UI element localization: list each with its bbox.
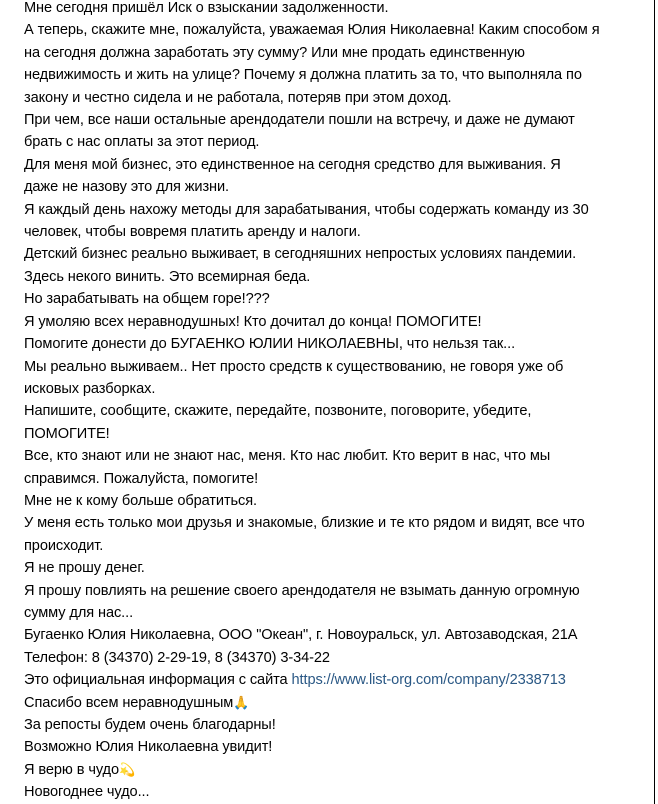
dizzy-star-icon: 💫 (118, 761, 136, 777)
post-line: Я не прошу денег. (24, 560, 145, 577)
post-line: ПОМОГИТЕ! (24, 425, 110, 442)
post-line: Мы реально выживаем.. Нет просто средств к существованию, не говоря уже об (24, 358, 564, 375)
post-line: Помогите донести до БУГАЕНКО ЮЛИИ НИКОЛАЕВНЫ, что нельзя так... (24, 336, 516, 353)
post-line: справимся. Пожалуйста, помогите! (24, 470, 259, 487)
post-line: исковых разборках. (24, 380, 156, 397)
post-line: Детский бизнес реально выживает, в сегодняшних непростых условиях пандемии. (24, 246, 577, 263)
believe-line (24, 759, 644, 781)
post-line: на сегодня должна заработать эту сумму? Или мне продать единственную (24, 44, 525, 61)
post-line: Я умоляю всех неравнодушных! Кто дочитал до конца! ПОМОГИТЕ! (24, 313, 482, 330)
reposts-line (24, 714, 644, 736)
post-line: Все, кто знают или не знают нас, меня. Кто нас любит. Кто верит в нас, что мы (24, 448, 551, 465)
post-line: Я прошу повлиять на решение своего арендодателя не взымать данную огромную (24, 582, 580, 599)
post-line: Телефон: 8 (34370) 2-29-19, 8 (34370) 3-34-22 (24, 649, 330, 666)
post-line: Бугаенко Юлия Николаевна, ООО "Океан", г. Новоуральск, ул. Автозаводская, 21А (24, 627, 578, 644)
reposts-text: За репосты будем очень благодарны! (24, 717, 276, 733)
post-line: Но зарабатывать на общем горе!??? (24, 291, 270, 308)
post-line: При чем, все наши остальные арендодатели пошли на встречу, и даже не думают (24, 112, 575, 129)
newyear-line (24, 781, 644, 803)
source-link[interactable]: https://www.list-org.com/company/2338713 (291, 672, 566, 689)
post-line: А теперь, скажите мне, пожалуйста, уважаемая Юлия Николаевна! Каким способом я (24, 22, 600, 39)
praying-hands-icon: 🙏 (233, 694, 250, 710)
panel-border (654, 0, 655, 804)
post-text (24, 0, 644, 804)
post-line: даже не назову это для жизни. (24, 179, 230, 196)
post-line: недвижимость и жить на улице? Почему я должна платить за то, что выполняла по (24, 67, 582, 84)
thanks-line (24, 692, 644, 714)
post-line: сумму для нас... (24, 604, 134, 621)
post-line: У меня есть только мои друзья и знакомые, близкие и те кто рядом и видят, все что (24, 515, 585, 532)
source-prefix: Это официальная информация с сайта (24, 672, 292, 689)
post-line: Мне сегодня пришёл Иск о взыскании задолженности. (24, 0, 389, 16)
post-line: происходит. (24, 537, 104, 554)
newyear-text: Новогоднее чудо... (24, 784, 150, 801)
believe-text: Я верю в чудо (24, 761, 119, 778)
post-line: Для меня мой бизнес, это единственное на сегодня средство для выживания. Я (24, 156, 561, 173)
source-line (24, 669, 644, 691)
post-line: человек, чтобы вовремя платить аренду и налоги. (24, 224, 361, 241)
post-line: Здесь некого винить. Это всемирная беда. (24, 268, 311, 285)
post-line: Напишите, сообщите, скажите, передайте, позвоните, поговорите, убедите, (24, 403, 532, 420)
maybe-text: Возможно Юлия Николаевна увидит! (24, 739, 273, 756)
post-line: Я каждый день нахожу методы для зарабатывания, чтобы содержать команду из 30 (24, 201, 589, 218)
thanks-text: Спасибо всем неравнодушным (24, 694, 234, 711)
maybe-line (24, 736, 644, 758)
post-line: Мне не к кому больше обратиться. (24, 492, 257, 509)
post-line: закону и честно сидела и не работала, потеряв при этом доход. (24, 89, 452, 106)
post-line: брать с нас оплаты за этот период. (24, 134, 260, 151)
